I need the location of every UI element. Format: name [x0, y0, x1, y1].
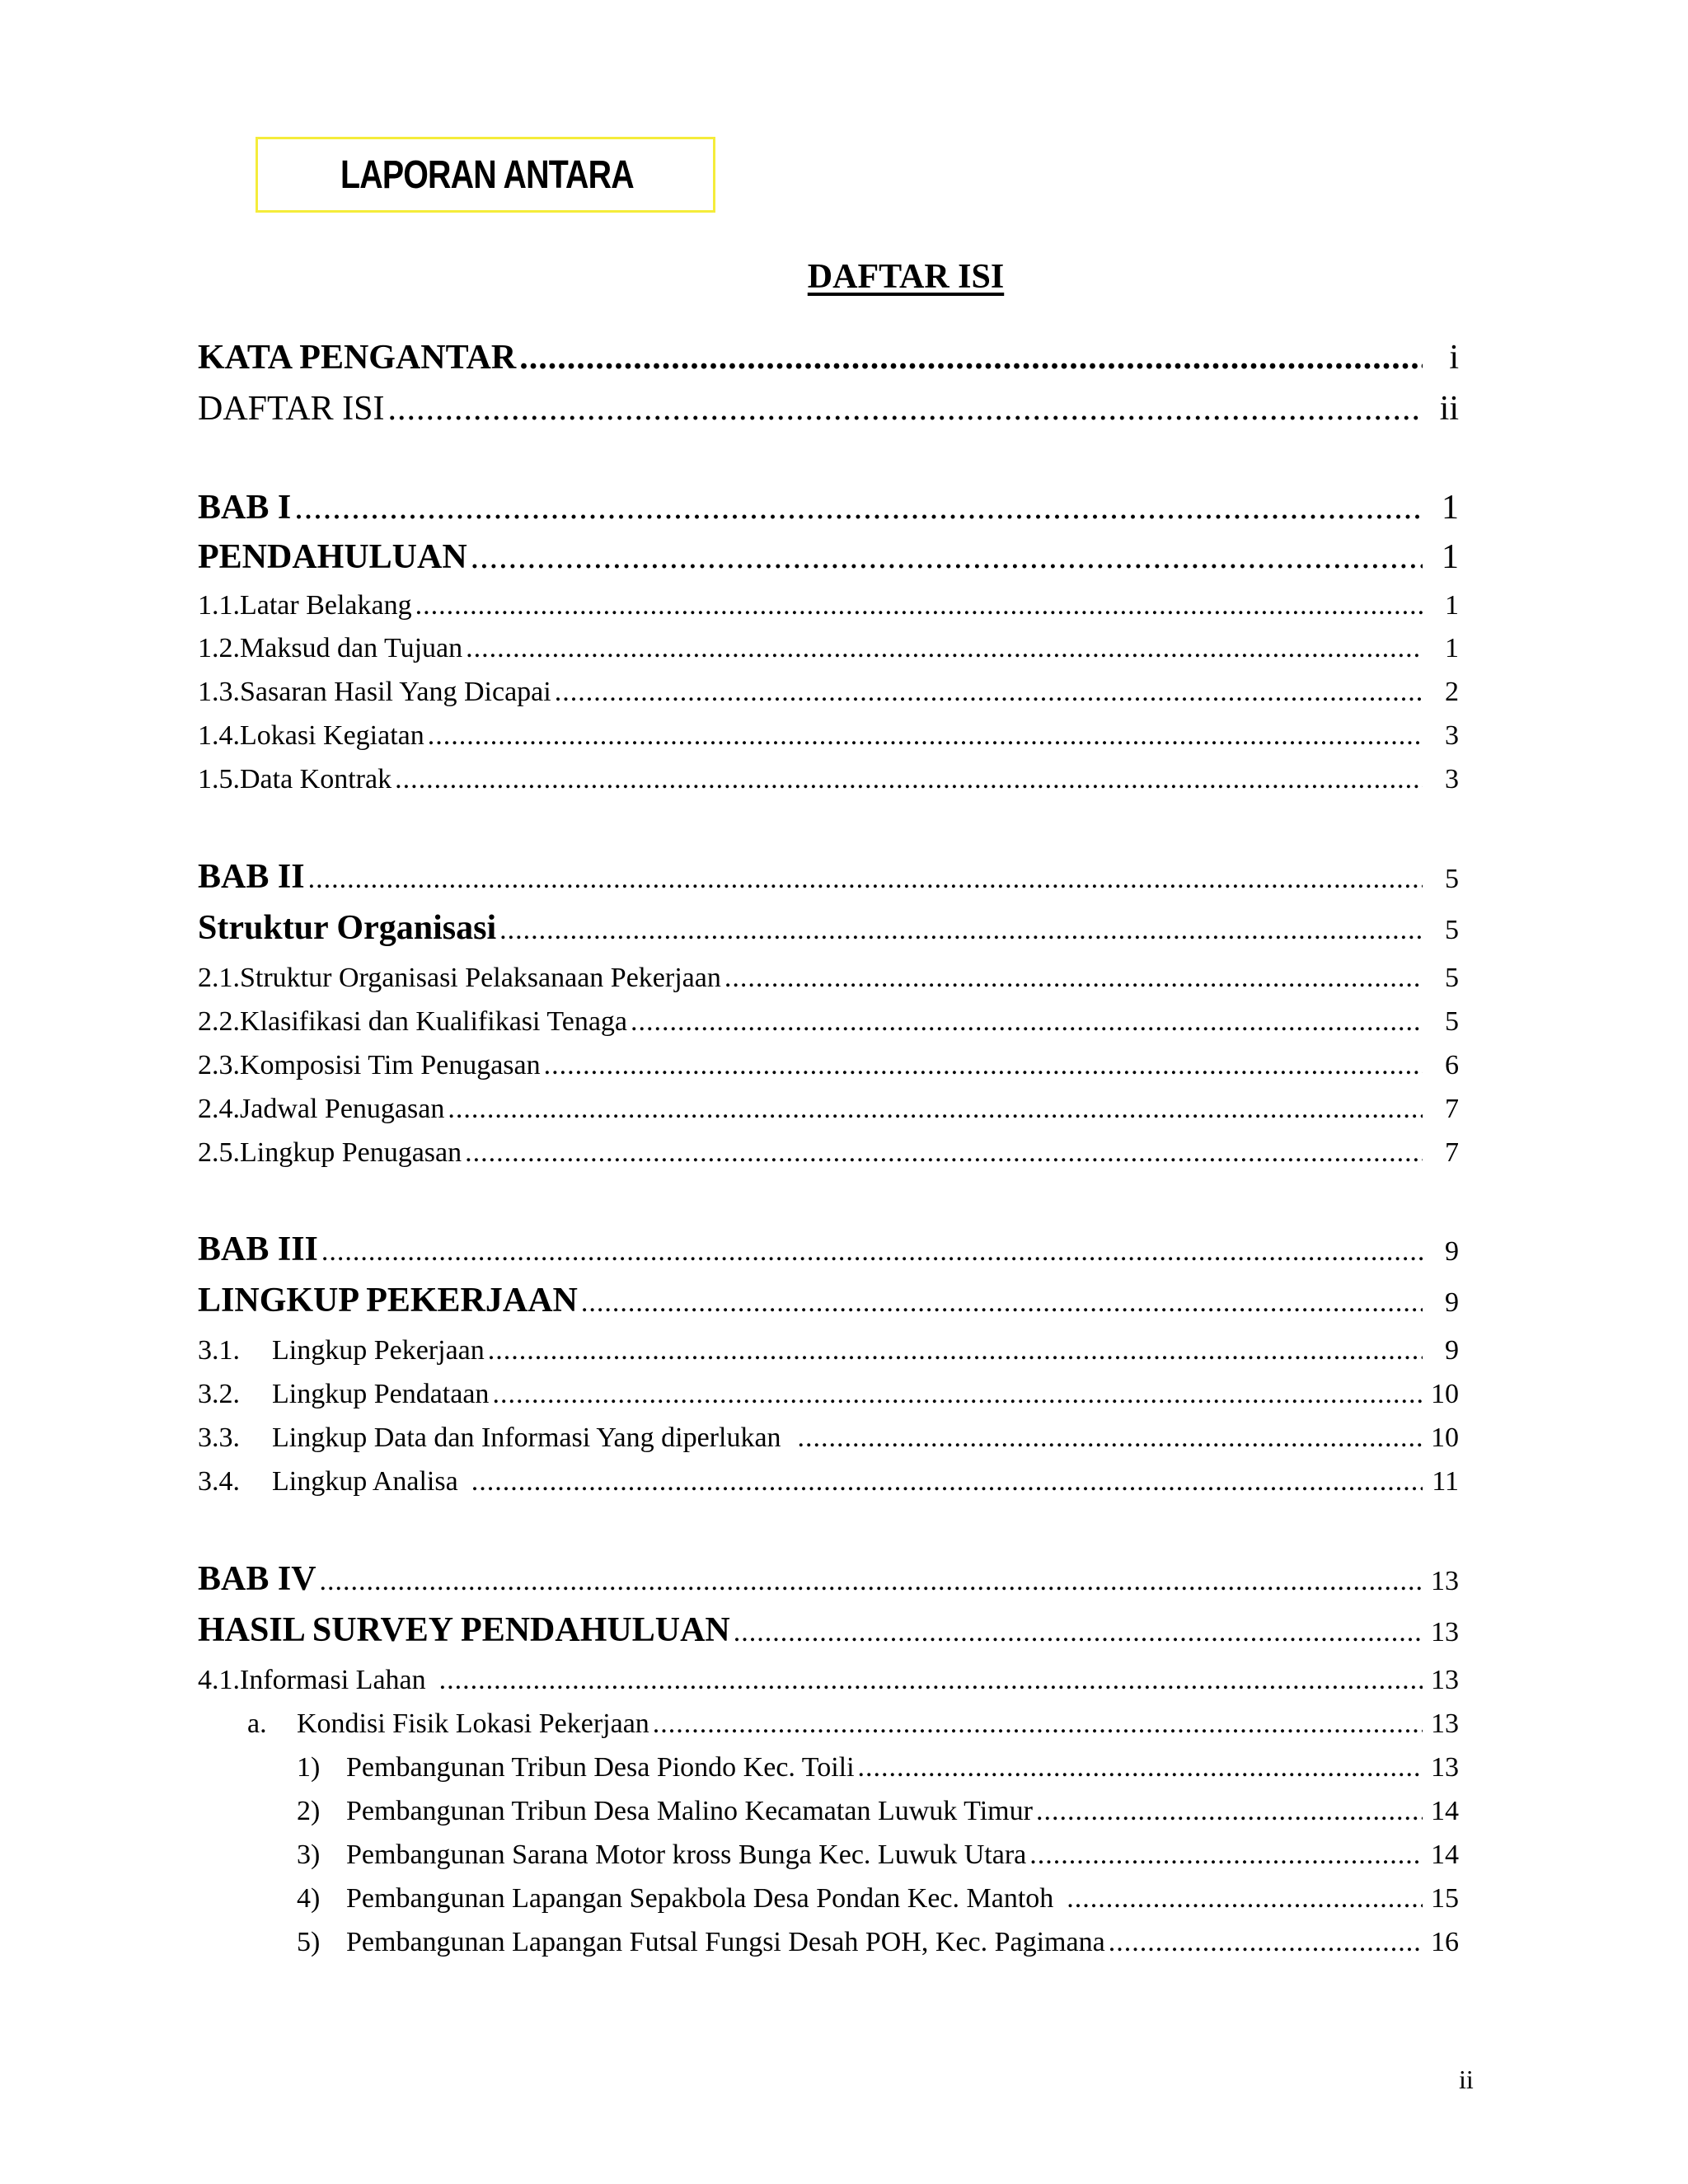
toc-entry-bab-3[interactable]: BAB III ..... 9 [198, 1230, 1459, 1269]
toc-entry-4-1[interactable]: 4.1.Informasi Lahan ..... 13 [198, 1665, 1459, 1696]
toc-entry-bab-3-title[interactable]: LINGKUP PEKERJAAN ..... 9 [198, 1281, 1459, 1320]
toc-entry-1-2[interactable]: 1.2.Maksud dan Tujuan ..... 1 [198, 633, 1459, 664]
report-title-box [256, 137, 715, 213]
toc-entry-bab-1[interactable]: BAB I ..... 1 [198, 488, 1459, 527]
toc-entry-bab-2[interactable]: BAB II ..... 5 [198, 857, 1459, 897]
toc-entry-3-4[interactable]: 3.4. Lingkup Analisa ..... 11 [198, 1466, 1459, 1497]
toc-entry-4-1-a-1[interactable]: 1) Pembangunan Tribun Desa Piondo Kec. Toili ..... 13 [297, 1752, 1459, 1783]
toc-entry-bab-1-title[interactable]: PENDAHULUAN ..... 1 [198, 537, 1459, 577]
toc-entry-2-1[interactable]: 2.1.Struktur Organisasi Pelaksanaan Pekerjaan ..... 5 [198, 963, 1459, 994]
toc-heading: DAFTAR ISI [807, 258, 1005, 296]
toc-entry-2-2[interactable]: 2.2.Klasifikasi dan Kualifikasi Tenaga ..... 5 [198, 1006, 1459, 1038]
toc-entry-1-4[interactable]: 1.4.Lokasi Kegiatan ..... 3 [198, 720, 1459, 752]
toc-entry-bab-4[interactable]: BAB IV ..... 13 [198, 1559, 1459, 1599]
toc-entry-3-1[interactable]: 3.1. Lingkup Pekerjaan ..... 9 [198, 1335, 1459, 1366]
toc-entry-1-3[interactable]: 1.3.Sasaran Hasil Yang Dicapai ..... 2 [198, 677, 1459, 708]
toc-entry-daftar-isi[interactable]: DAFTAR ISI ..... ii [198, 389, 1459, 429]
toc-entry-bab-2-title[interactable]: Struktur Organisasi ..... 5 [198, 908, 1459, 948]
toc-entry-1-1[interactable]: 1.1.Latar Belakang ..... 1 [198, 590, 1459, 621]
toc-entry-4-1-a[interactable]: a. Kondisi Fisik Lokasi Pekerjaan ..... 13 [247, 1708, 1459, 1740]
toc-entry-4-1-a-2[interactable]: 2) Pembangunan Tribun Desa Malino Kecamatan Luwuk Timur ..... 14 [297, 1796, 1459, 1827]
report-title: LAPORAN ANTARA [340, 152, 634, 197]
toc-entry-4-1-a-3[interactable]: 3) Pembangunan Sarana Motor kross Bunga Kec. Luwuk Utara ..... 14 [297, 1840, 1459, 1871]
toc-entry-bab-4-title[interactable]: HASIL SURVEY PENDAHULUAN ..... 13 [198, 1610, 1459, 1650]
toc-entry-2-5[interactable]: 2.5.Lingkup Penugasan ..... 7 [198, 1137, 1459, 1169]
page-number: ii [1459, 2064, 1474, 2094]
toc-entry-3-2[interactable]: 3.2. Lingkup Pendataan ..... 10 [198, 1379, 1459, 1410]
toc-entry-kata-pengantar[interactable]: KATA PENGANTAR ..... i [198, 338, 1459, 377]
toc-entry-4-1-a-5[interactable]: 5) Pembangunan Lapangan Futsal Fungsi Desah POH, Kec. Pagimana ..... 16 [297, 1927, 1459, 1958]
toc-entry-3-3[interactable]: 3.3. Lingkup Data dan Informasi Yang diperlukan ..... 10 [198, 1422, 1459, 1454]
toc-entry-1-5[interactable]: 1.5.Data Kontrak ..... 3 [198, 764, 1459, 795]
toc-entry-2-4[interactable]: 2.4.Jadwal Penugasan ..... 7 [198, 1094, 1459, 1125]
toc-entry-2-3[interactable]: 2.3.Komposisi Tim Penugasan ..... 6 [198, 1050, 1459, 1081]
toc-entry-4-1-a-4[interactable]: 4) Pembangunan Lapangan Sepakbola Desa Pondan Kec. Mantoh ..... 15 [297, 1883, 1459, 1915]
